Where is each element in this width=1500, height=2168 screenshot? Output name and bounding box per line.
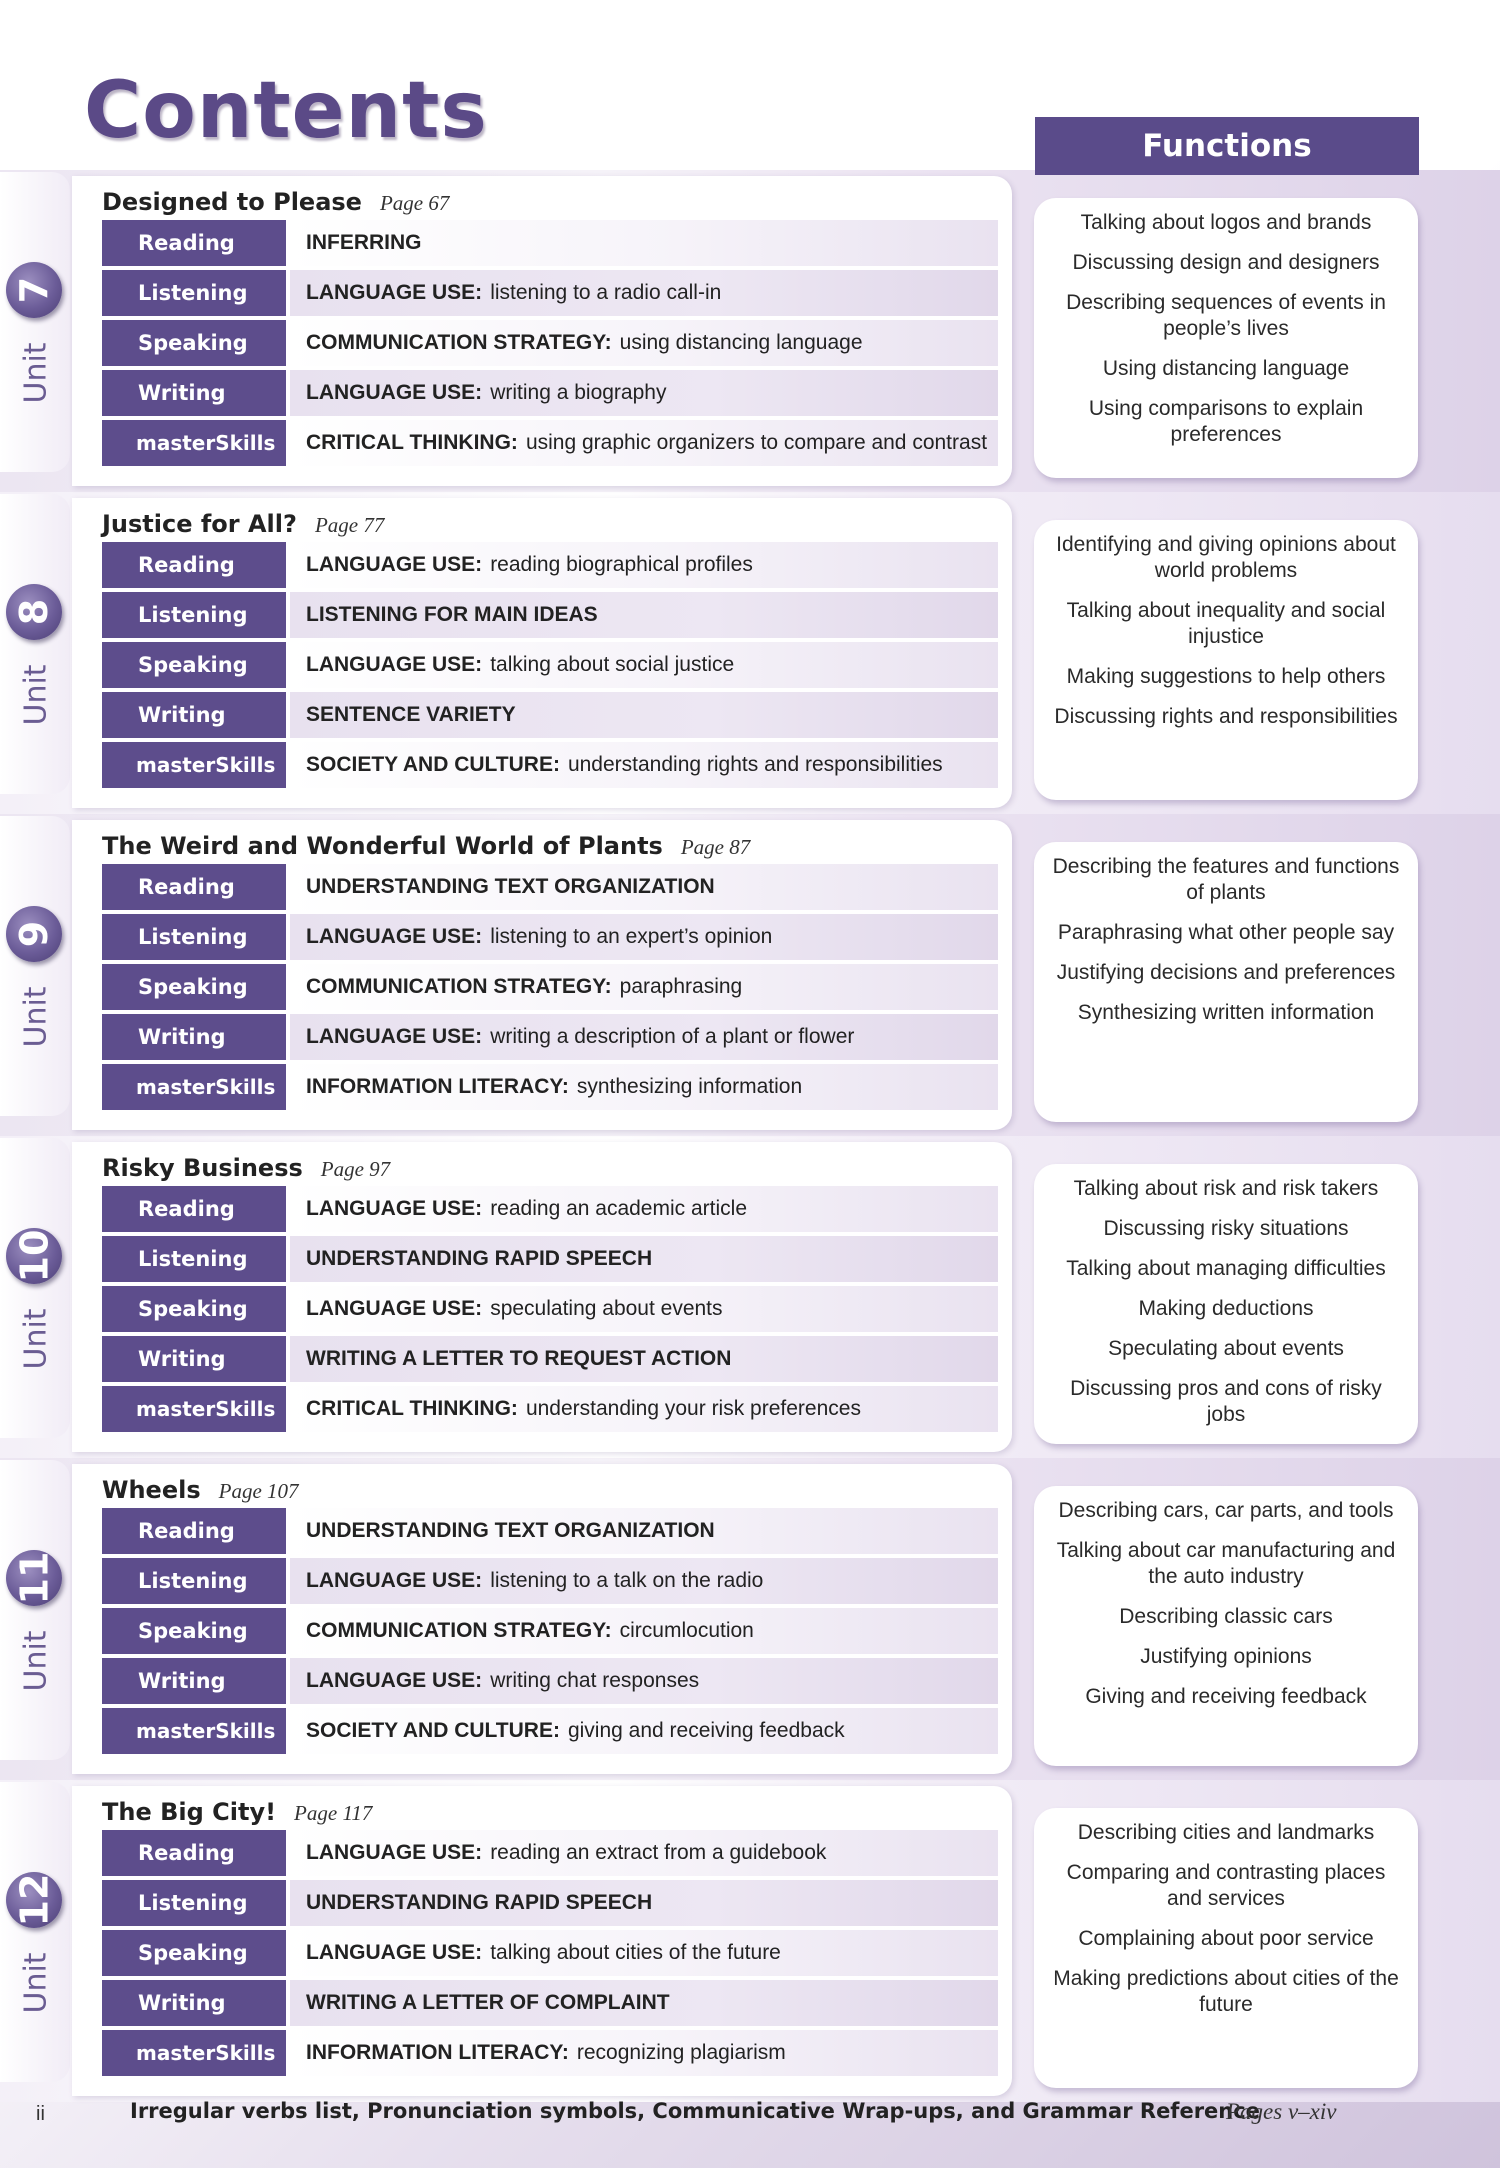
- function-item: Talking about managing difficulties: [1066, 1257, 1386, 1280]
- skill-name: Speaking: [102, 320, 286, 366]
- skill-row: [102, 2030, 998, 2076]
- skill-row: [102, 1980, 998, 2026]
- unit-label: Unit: [18, 986, 54, 1048]
- skill-description-lead: SOCIETY AND CULTURE:: [306, 1719, 560, 1742]
- skill-description-text: recognizing plagiarism: [576, 2041, 786, 2064]
- unit-title-text: Wheels: [102, 1476, 201, 1504]
- unit-number: 9: [11, 920, 56, 948]
- skill-row: [102, 1508, 998, 1554]
- function-item: Discussing rights and responsibilities: [1054, 705, 1398, 728]
- skill-row: [102, 964, 998, 1010]
- unit-page-ref: Page 117: [294, 1801, 373, 1825]
- unit-label: Unit: [18, 342, 54, 404]
- skill-description: [290, 270, 998, 316]
- skill-row: [102, 1064, 998, 1110]
- skill-row: [102, 320, 998, 366]
- skill-name: Reading: [102, 220, 286, 266]
- skill-name: Reading: [102, 1186, 286, 1232]
- page-number: ii: [36, 2103, 45, 2125]
- unit-card: [72, 176, 1012, 486]
- unit-title: [102, 1154, 390, 1182]
- skill-description-lead: LANGUAGE USE:: [306, 1569, 483, 1592]
- unit-tab: [0, 816, 70, 1116]
- skill-name: Listening: [102, 270, 286, 316]
- skill-row: [102, 220, 998, 266]
- skill-description: [290, 1708, 998, 1754]
- function-item: Synthesizing written information: [1077, 1001, 1375, 1024]
- functions-box: [1034, 520, 1418, 800]
- skill-description-text: talking about social justice: [490, 653, 735, 676]
- unit-tab: [0, 172, 70, 472]
- skill-row: [102, 642, 998, 688]
- skill-description: [290, 642, 998, 688]
- unit-title: [102, 1476, 299, 1504]
- unit-title-text: The Big City!: [102, 1798, 277, 1826]
- skill-description-text: listening to an expert’s opinion: [490, 925, 773, 948]
- skill-name: masterSkills: [102, 742, 286, 788]
- function-item: Talking about risk and risk takers: [1073, 1177, 1379, 1200]
- function-item: Justifying decisions and preferences: [1056, 961, 1396, 984]
- skill-description-lead: LANGUAGE USE:: [306, 925, 483, 948]
- skill-description-text: writing a description of a plant or flower: [490, 1025, 855, 1048]
- skill-description: [290, 1336, 998, 1382]
- skill-description-lead: INFORMATION LITERACY:: [306, 2041, 569, 2064]
- skill-name: Reading: [102, 864, 286, 910]
- skill-row: [102, 864, 998, 910]
- functions-list: [1034, 532, 1418, 744]
- skill-name: Speaking: [102, 642, 286, 688]
- functions-box: [1034, 1808, 1418, 2088]
- skill-description: [290, 914, 998, 960]
- skill-description: [290, 320, 998, 366]
- skill-row: [102, 914, 998, 960]
- function-item: Describing cities and landmarks: [1077, 1821, 1375, 1844]
- skill-description-lead: UNDERSTANDING TEXT ORGANIZATION: [306, 875, 715, 898]
- skill-description-text: circumlocution: [619, 1619, 754, 1642]
- unit-title: [102, 510, 384, 538]
- skill-row: [102, 542, 998, 588]
- skill-description: [290, 1064, 998, 1110]
- unit-number-badge: [6, 906, 62, 962]
- skill-description-lead: COMMUNICATION STRATEGY:: [306, 975, 612, 998]
- skill-description-lead: COMMUNICATION STRATEGY:: [306, 331, 612, 354]
- skill-description-text: reading biographical profiles: [490, 553, 753, 576]
- skill-name: masterSkills: [102, 1708, 286, 1754]
- skill-row: [102, 1830, 998, 1876]
- skill-row: [102, 1880, 998, 1926]
- skill-description-lead: SOCIETY AND CULTURE:: [306, 753, 560, 776]
- skill-description-lead: LANGUAGE USE:: [306, 553, 483, 576]
- unit-page-ref: Page 67: [379, 191, 450, 215]
- unit-number: 10: [11, 1229, 56, 1283]
- skill-description-text: paraphrasing: [619, 975, 743, 998]
- skill-description: [290, 964, 998, 1010]
- skill-description: [290, 220, 998, 266]
- skill-name: Listening: [102, 592, 286, 638]
- skill-description-lead: LANGUAGE USE:: [306, 1025, 483, 1048]
- unit-title: [102, 188, 449, 216]
- skill-description: [290, 1930, 998, 1976]
- skill-row: [102, 1708, 998, 1754]
- function-item: Describing sequences of events in people’s lives: [1066, 291, 1386, 340]
- skill-description-lead: LANGUAGE USE:: [306, 1941, 483, 1964]
- skill-description-text: using distancing language: [619, 331, 863, 354]
- skill-row: [102, 592, 998, 638]
- skill-name: Writing: [102, 1980, 286, 2026]
- skill-description-lead: LISTENING FOR MAIN IDEAS: [306, 603, 598, 626]
- skill-description-lead: LANGUAGE USE:: [306, 1841, 483, 1864]
- skill-description-lead: WRITING A LETTER TO REQUEST ACTION: [306, 1347, 732, 1370]
- function-item: Giving and receiving feedback: [1085, 1685, 1367, 1708]
- skill-name: masterSkills: [102, 1064, 286, 1110]
- footer-pages: Pages v–xiv: [1226, 2099, 1337, 2124]
- skill-description: [290, 2030, 998, 2076]
- skill-name: Listening: [102, 914, 286, 960]
- function-item: Making predictions about cities of the future: [1053, 1967, 1399, 2016]
- function-item: Discussing risky situations: [1103, 1217, 1349, 1240]
- unit-tab: [0, 1138, 70, 1438]
- unit-number-badge: [6, 1550, 62, 1606]
- function-item: Complaining about poor service: [1078, 1927, 1374, 1950]
- skill-description-lead: UNDERSTANDING RAPID SPEECH: [306, 1891, 653, 1914]
- unit-title-text: Designed to Please: [102, 188, 362, 216]
- function-item: Using comparisons to explain preferences: [1088, 397, 1364, 446]
- skill-description: [290, 864, 998, 910]
- unit-card: [72, 1786, 1012, 2096]
- unit-tab: [0, 1782, 70, 2082]
- unit-number-badge: [6, 1228, 62, 1284]
- skill-description-text: speculating about events: [490, 1297, 723, 1320]
- skill-description: [290, 370, 998, 416]
- skill-description: [290, 1658, 998, 1704]
- skill-description-text: listening to a talk on the radio: [490, 1569, 764, 1592]
- function-item: Talking about inequality and social injustice: [1066, 599, 1386, 648]
- skill-description-text: reading an academic article: [490, 1197, 747, 1220]
- unit-page-ref: Page 107: [218, 1479, 299, 1503]
- skill-description-lead: WRITING A LETTER OF COMPLAINT: [306, 1991, 670, 2014]
- skill-description: [290, 692, 998, 738]
- unit-title-text: The Weird and Wonderful World of Plants: [102, 832, 663, 860]
- skill-description-text: understanding rights and responsibilities: [567, 753, 943, 776]
- skill-row: [102, 1236, 998, 1282]
- skill-name: Reading: [102, 1508, 286, 1554]
- skill-row: [102, 1386, 998, 1432]
- functions-header: Functions: [1035, 117, 1419, 175]
- skill-name: Reading: [102, 1830, 286, 1876]
- skill-name: Writing: [102, 692, 286, 738]
- skill-name: Writing: [102, 370, 286, 416]
- functions-box: [1034, 1486, 1418, 1766]
- unit-card: [72, 498, 1012, 808]
- functions-box: [1034, 1164, 1418, 1444]
- unit-number: 12: [11, 1873, 56, 1927]
- functions-list: [1034, 1820, 1418, 2032]
- skill-description: [290, 1508, 998, 1554]
- skill-description: [290, 1830, 998, 1876]
- skill-description-lead: UNDERSTANDING TEXT ORGANIZATION: [306, 1519, 715, 1542]
- skill-description-text: writing chat responses: [490, 1669, 700, 1692]
- skill-name: masterSkills: [102, 1386, 286, 1432]
- skill-name: Speaking: [102, 1286, 286, 1332]
- function-item: Using distancing language: [1102, 357, 1350, 380]
- skill-row: [102, 370, 998, 416]
- skill-row: [102, 692, 998, 738]
- skill-name: Listening: [102, 1236, 286, 1282]
- skill-description-lead: CRITICAL THINKING:: [306, 1397, 518, 1420]
- skill-row: [102, 1558, 998, 1604]
- unit-card: [72, 820, 1012, 1130]
- skill-description: [290, 1558, 998, 1604]
- unit-page-ref: Page 87: [680, 835, 751, 859]
- skill-row: [102, 1658, 998, 1704]
- unit-card: [72, 1142, 1012, 1452]
- function-item: Discussing design and designers: [1072, 251, 1380, 274]
- function-item: Talking about car manufacturing and the auto industry: [1056, 1539, 1396, 1588]
- function-item: Making suggestions to help others: [1066, 665, 1386, 688]
- skill-description: [290, 1980, 998, 2026]
- skill-description: [290, 742, 998, 788]
- skill-row: [102, 1014, 998, 1060]
- skill-description: [290, 1286, 998, 1332]
- unit-card: [72, 1464, 1012, 1774]
- unit-tab: [0, 1460, 70, 1760]
- skill-row: [102, 742, 998, 788]
- skill-description-text: using graphic organizers to compare and contrast: [525, 431, 988, 454]
- skill-description-lead: UNDERSTANDING RAPID SPEECH: [306, 1247, 653, 1270]
- unit-label: Unit: [18, 1630, 54, 1692]
- unit-label: Unit: [18, 664, 54, 726]
- skill-row: [102, 1186, 998, 1232]
- unit-page-ref: Page 97: [320, 1157, 391, 1181]
- unit-tab: [0, 494, 70, 794]
- function-item: Discussing pros and cons of risky jobs: [1070, 1377, 1382, 1426]
- skill-row: [102, 1336, 998, 1382]
- skill-row: [102, 1286, 998, 1332]
- skill-description-text: reading an extract from a guidebook: [490, 1841, 827, 1864]
- skill-name: masterSkills: [102, 2030, 286, 2076]
- page-title: Contents: [84, 66, 488, 156]
- skill-description-text: synthesizing information: [576, 1075, 803, 1098]
- skill-name: Listening: [102, 1880, 286, 1926]
- skill-description-text: understanding your risk preferences: [525, 1397, 861, 1420]
- skill-description: [290, 1186, 998, 1232]
- function-item: Identifying and giving opinions about world problems: [1056, 533, 1396, 582]
- skill-name: Listening: [102, 1558, 286, 1604]
- skill-description-text: giving and receiving feedback: [567, 1719, 845, 1742]
- skill-description: [290, 1386, 998, 1432]
- function-item: Talking about logos and brands: [1080, 211, 1372, 234]
- skill-description: [290, 420, 998, 466]
- function-item: Describing cars, car parts, and tools: [1058, 1499, 1394, 1522]
- unit-label: Unit: [18, 1308, 54, 1370]
- skill-name: Writing: [102, 1336, 286, 1382]
- unit-title-text: Risky Business: [102, 1154, 303, 1182]
- skill-description-lead: LANGUAGE USE:: [306, 381, 483, 404]
- skill-description-lead: SENTENCE VARIETY: [306, 703, 516, 726]
- skill-description: [290, 1880, 998, 1926]
- skill-name: masterSkills: [102, 420, 286, 466]
- function-item: Describing classic cars: [1119, 1605, 1333, 1628]
- functions-box: [1034, 842, 1418, 1122]
- function-item: Speculating about events: [1108, 1337, 1344, 1360]
- unit-number: 8: [11, 598, 56, 626]
- skill-row: [102, 420, 998, 466]
- skill-row: [102, 1930, 998, 1976]
- skill-description-lead: LANGUAGE USE:: [306, 1297, 483, 1320]
- function-item: Making deductions: [1138, 1297, 1314, 1320]
- functions-list: [1034, 1498, 1418, 1724]
- unit-title-text: Justice for All?: [102, 510, 297, 538]
- skill-description: [290, 1014, 998, 1060]
- function-item: Paraphrasing what other people say: [1057, 921, 1395, 944]
- unit-label: Unit: [18, 1952, 54, 2014]
- skill-name: Reading: [102, 542, 286, 588]
- skill-description: [290, 542, 998, 588]
- unit-title: [102, 1798, 372, 1826]
- unit-number-badge: [6, 1872, 62, 1928]
- function-item: Comparing and contrasting places and services: [1066, 1861, 1386, 1910]
- footer-reference-text: Irregular verbs list, Pronunciation symbols, Communicative Wrap-ups, and Grammar Reference: [130, 2099, 1260, 2123]
- skill-name: Writing: [102, 1014, 286, 1060]
- functions-list: [1034, 854, 1418, 1040]
- function-item: Describing the features and functions of plants: [1052, 855, 1400, 904]
- unit-number: 11: [11, 1551, 56, 1605]
- function-item: Justifying opinions: [1140, 1645, 1312, 1668]
- functions-box: [1034, 198, 1418, 478]
- unit-title: [102, 832, 750, 860]
- skill-description-lead: LANGUAGE USE:: [306, 281, 483, 304]
- skill-name: Speaking: [102, 1930, 286, 1976]
- skill-description-lead: LANGUAGE USE:: [306, 1197, 483, 1220]
- functions-list: [1034, 210, 1418, 462]
- skill-description-lead: INFORMATION LITERACY:: [306, 1075, 569, 1098]
- skill-description: [290, 592, 998, 638]
- skill-description-lead: INFERRING: [306, 231, 422, 254]
- unit-number: 7: [11, 276, 56, 304]
- functions-list: [1034, 1176, 1418, 1442]
- unit-number-badge: [6, 584, 62, 640]
- skill-row: [102, 270, 998, 316]
- unit-page-ref: Page 77: [314, 513, 385, 537]
- skill-name: Speaking: [102, 1608, 286, 1654]
- skill-description-text: talking about cities of the future: [490, 1941, 781, 1964]
- skill-row: [102, 1608, 998, 1654]
- skill-description-text: listening to a radio call-in: [490, 281, 722, 304]
- skill-description: [290, 1608, 998, 1654]
- unit-number-badge: [6, 262, 62, 318]
- skill-name: Speaking: [102, 964, 286, 1010]
- skill-description-lead: CRITICAL THINKING:: [306, 431, 518, 454]
- skill-name: Writing: [102, 1658, 286, 1704]
- skill-description-lead: COMMUNICATION STRATEGY:: [306, 1619, 612, 1642]
- skill-description-lead: LANGUAGE USE:: [306, 1669, 483, 1692]
- skill-description-lead: LANGUAGE USE:: [306, 653, 483, 676]
- skill-description: [290, 1236, 998, 1282]
- skill-description-text: writing a biography: [490, 381, 667, 404]
